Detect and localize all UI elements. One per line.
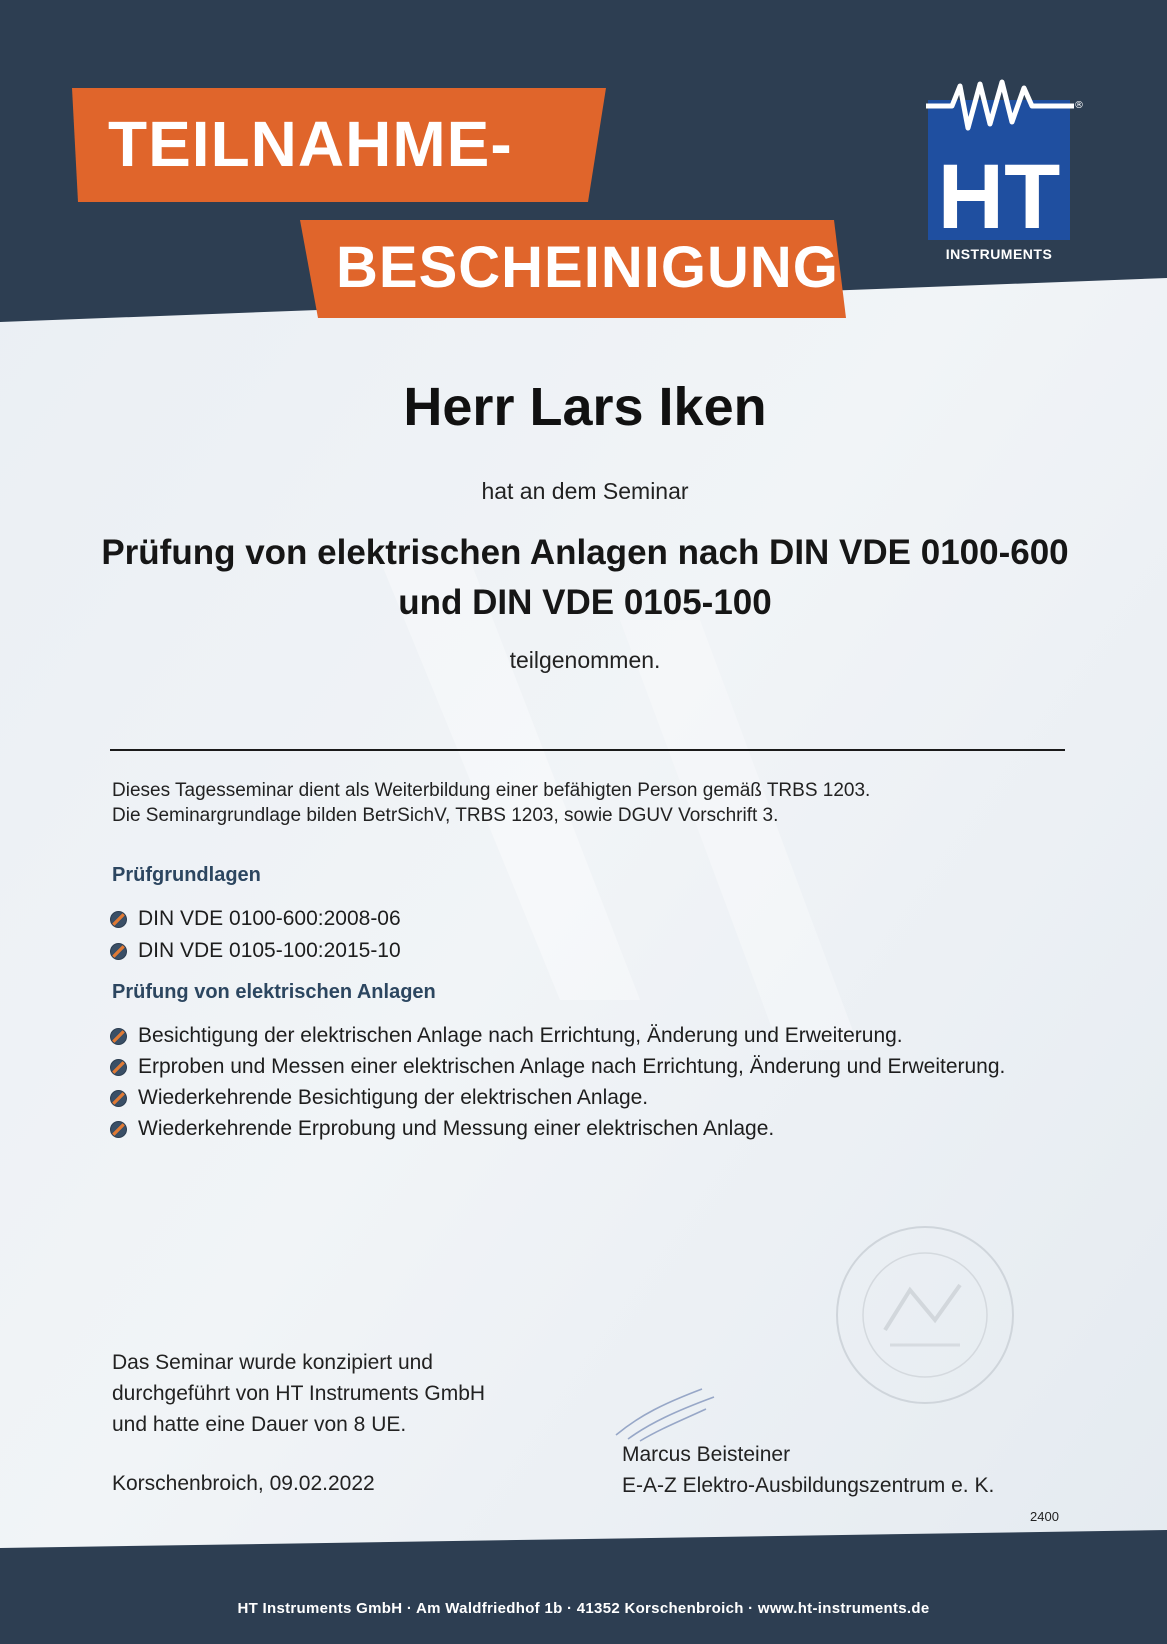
list-item: DIN VDE 0105-100:2015-10 [110,935,1070,967]
signer-name: Marcus Beisteiner [622,1443,791,1466]
section-heading-pruefung: Prüfung von elektrischen Anlagen [112,981,436,1003]
bullet-icon [110,1059,127,1076]
seminar-intro: hat an dem Seminar [481,478,689,504]
list-item: Wiederkehrende Erprobung und Messung einer elektrischen Anlage. [110,1113,1070,1144]
embossed-seal-icon [830,1220,1020,1410]
place-and-date: Korschenbroich, 09.02.2022 [112,1472,375,1495]
description-line: Dieses Tagesseminar dient als Weiterbildung einer befähigten Person gemäß TRBS 1203. [112,780,871,801]
seminar-description [112,778,1062,828]
certificate-title-line2: BESCHEINIGUNG [336,235,839,300]
signature-icon [610,1385,720,1445]
bullet-icon [110,1028,127,1045]
seminar-title: Prüfung von elektrischen Anlagen nach DIN VDE 0100-600 und DIN VDE 0105-100 [101,533,1069,622]
footer-band [0,1530,1167,1644]
signer-organization: E-A-Z Elektro-Ausbildungszentrum e. K. [622,1474,995,1497]
logo-wordmark: INSTRUMENTS [945,246,1053,262]
description-line: Die Seminargrundlage bilden BetrSichV, TRBS 1203, sowie DGUV Vorschrift 3. [112,805,779,826]
standards-list [110,903,1070,967]
participation-text: teilgenommen. [509,647,661,673]
seminar-organizer-note: Das Seminar wurde konzipiert und durchgeführt von HT Instruments GmbH und hatte eine Dauer von 8 UE. [112,1351,486,1436]
bullet-icon [110,1090,127,1107]
bullet-icon [110,911,127,928]
list-item: Besichtigung der elektrischen Anlage nach Errichtung, Änderung und Erweiterung. [110,1020,1070,1051]
topics-list [110,1020,1070,1144]
bullet-icon [110,1121,127,1138]
footer-address: HT Instruments GmbH · Am Waldfriedhof 1b · 41352 Korschenbroich · www.ht-instruments.de [237,1600,930,1617]
ht-instruments-logo [928,78,1084,268]
bullet-icon [110,943,127,960]
recipient-name: Herr Lars Iken [403,377,767,437]
certificate-title-line1: TEILNAHME- [108,108,513,180]
list-item: DIN VDE 0100-600:2008-06 [110,903,1070,935]
document-number: 2400 [1030,1509,1059,1524]
list-item: Erproben und Messen einer elektrischen Anlage nach Errichtung, Änderung und Erweiterung. [110,1051,1070,1082]
section-heading-pruefgrundlagen: Prüfgrundlagen [112,864,261,886]
signatory [622,1439,994,1501]
list-item: Wiederkehrende Besichtigung der elektrischen Anlage. [110,1082,1070,1113]
registered-mark: ® [1074,100,1084,111]
logo-letters: HT [937,146,1061,248]
divider [110,749,1065,751]
